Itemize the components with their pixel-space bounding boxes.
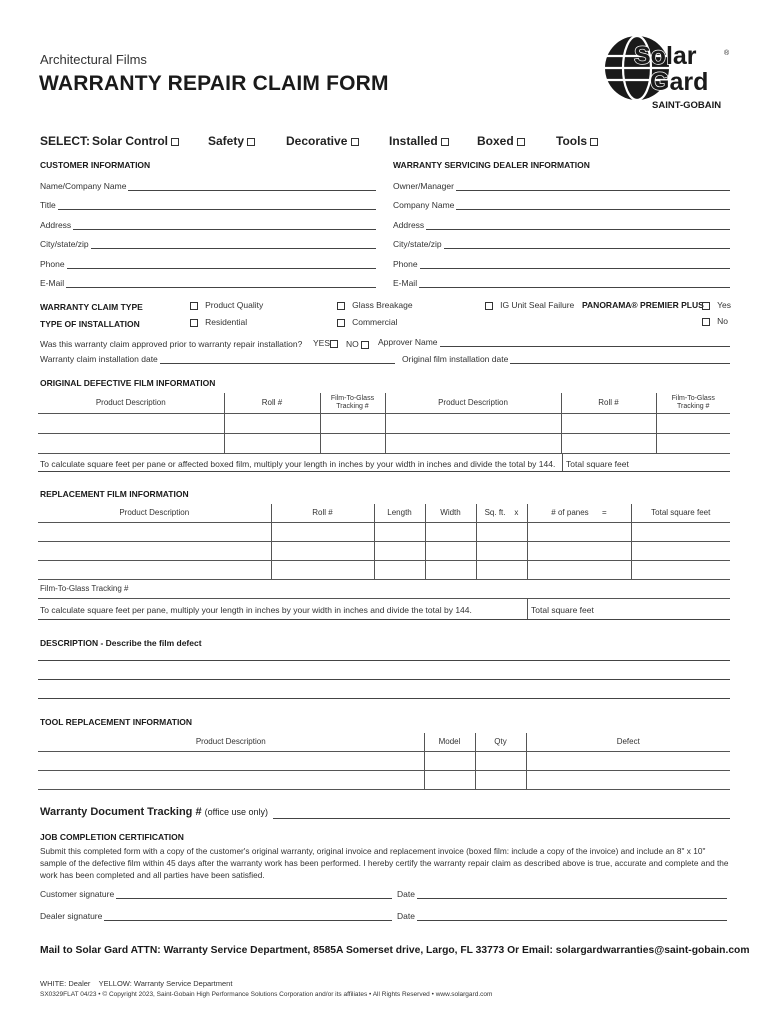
col-length: Length [374,504,425,522]
install-type-label: TYPE OF INSTALLATION [40,319,140,329]
customer-date-field[interactable]: Date [397,889,727,899]
install-commercial[interactable]: Commercial [337,317,397,327]
col-total-sqft: Total square feet [631,504,730,522]
select-boxed[interactable]: Boxed [477,134,525,148]
claim-date-field[interactable]: Warranty claim installation date [40,354,395,364]
checkbox-icon [361,341,369,349]
select-label: SELECT: [40,134,91,148]
customer-phone-field[interactable]: Phone [40,259,376,269]
checkbox-icon [337,319,345,327]
description-line[interactable] [38,660,730,661]
select-decorative[interactable]: Decorative [286,134,359,148]
divider [38,471,730,472]
table-row[interactable] [38,541,730,560]
dealer-company-field[interactable]: Company Name [393,200,730,210]
original-film-table [38,393,730,454]
replacement-total-label: Total square feet [531,605,594,615]
dealer-city-field[interactable]: City/state/zip [393,239,730,249]
col-product-description-2: Product Description [385,393,561,413]
table-row[interactable] [38,413,730,433]
panorama-yes[interactable]: Yes [702,300,731,310]
col-product-description: Product Description [38,504,271,522]
replacement-calc-note: To calculate square feet per pane, multiply your length in inches by your width in inches and divide the total by 144. [40,605,472,615]
replacement-film-table [38,504,730,599]
tool-heading: TOOL REPLACEMENT INFORMATION [40,717,193,727]
copies-note: WHITE: Dealer YELLOW: Warranty Service Department [40,979,233,988]
col-roll: Roll # [271,504,374,522]
original-film-heading: ORIGINAL DEFECTIVE FILM INFORMATION [40,378,216,388]
select-tools[interactable]: Tools [556,134,598,148]
panorama-label: PANORAMA® PREMIER PLUS [582,300,704,310]
dealer-email-field[interactable]: E-Mail [393,278,730,288]
globe-logo-icon [604,34,734,110]
col-model: Model [424,733,475,751]
table-row[interactable] [38,433,730,453]
dealer-heading: WARRANTY SERVICING DEALER INFORMATION [393,160,590,170]
select-solar-control[interactable]: Solar Control [92,134,179,148]
claim-type-label: WARRANTY CLAIM TYPE [40,302,143,312]
description-line[interactable] [38,679,730,680]
certification-text: Submit this completed form with a copy of the customer's original warranty, original invoice and replacement invoice (boxed film: include a copy of the invoice) and include an 8" x 10" sample of the defective film within 45 days after the warranty work has been performed. I hereby certify the warranty repair claim as described above is true, accurate and complete and the work has been completed and all parties have been satisfied. [40,846,729,880]
col-panes: # of panes = [527,504,631,522]
customer-name-field[interactable]: Name/Company Name [40,181,376,191]
customer-city-field[interactable]: City/state/zip [40,239,376,249]
panorama-no[interactable]: No [702,316,728,326]
claim-product-quality[interactable]: Product Quality [190,300,263,310]
replacement-heading: REPLACEMENT FILM INFORMATION [40,489,189,499]
tracking-field[interactable] [273,818,730,819]
tracking-field[interactable]: Film-To-Glass Tracking # [38,579,730,598]
customer-title-field[interactable]: Title [40,200,376,210]
logo-saint-gobain: SAINT-GOBAIN [652,100,722,111]
table-row[interactable] [38,770,730,789]
table-row[interactable] [38,751,730,770]
approval-question: Was this warranty claim approved prior to warranty repair installation? [40,339,303,349]
certification-heading: JOB COMPLETION CERTIFICATION [40,832,184,842]
checkbox-icon [702,302,710,310]
col-qty: Qty [475,733,526,751]
table-row[interactable] [38,560,730,579]
checkbox-icon [441,138,449,146]
col-roll-2: Roll # [561,393,656,413]
checkbox-icon [190,302,198,310]
checkbox-icon [702,318,710,326]
claim-glass-breakage[interactable]: Glass Breakage [337,300,413,310]
checkbox-icon [485,302,493,310]
select-installed[interactable]: Installed [389,134,449,148]
subtitle: Architectural Films [40,52,147,67]
registered-mark: ® [724,50,730,57]
divider [38,619,730,620]
col-tracking: Film-To-Glass Tracking # [320,393,385,413]
customer-heading: CUSTOMER INFORMATION [40,160,151,170]
customer-email-field[interactable]: E-Mail [40,278,376,288]
install-residential[interactable]: Residential [190,317,247,327]
approval-no[interactable]: NO [346,339,369,349]
checkbox-icon [351,138,359,146]
col-product-description: Product Description [38,733,424,751]
col-product-description: Product Description [38,393,224,413]
checkbox-icon [171,138,179,146]
logo-word-bottom: Gard [650,68,709,96]
logo-word-top: Solar [634,42,697,70]
divider [562,454,563,472]
divider [527,598,528,620]
dealer-signature-field[interactable]: Dealer signature [40,911,392,921]
dealer-date-field[interactable]: Date [397,911,727,921]
solar-gard-logo [604,34,734,110]
dealer-phone-field[interactable]: Phone [393,259,730,269]
select-safety[interactable]: Safety [208,134,255,148]
document-tracking: Warranty Document Tracking # (office use only) [40,806,269,818]
checkbox-icon [247,138,255,146]
approver-name-field[interactable]: Approver Name [378,337,730,347]
tool-table [38,733,730,790]
col-width: Width [425,504,476,522]
form-title: WARRANTY REPAIR CLAIM FORM [39,72,389,95]
legal-footer: SX0329FLAT 04/23 • © Copyright 2023, Saint-Gobain High Performance Solutions Corporation and/or its affiliates • All Rights Reserved • www.solargard.com [40,991,493,998]
checkbox-icon [590,138,598,146]
original-total-label: Total square feet [566,459,629,469]
original-calc-note: To calculate square feet per pane or affected boxed film, multiply your length in inches by your width in inches and divide the total by 144. [40,459,556,469]
col-defect: Defect [526,733,730,751]
description-heading: DESCRIPTION - Describe the film defect [40,638,202,648]
col-roll: Roll # [224,393,320,413]
checkbox-icon [330,340,338,348]
table-row[interactable] [38,522,730,541]
checkbox-icon [517,138,525,146]
original-date-field[interactable]: Original film installation date [402,354,730,364]
dealer-address-field[interactable]: Address [393,220,730,230]
col-tracking-2: Film-To-Glass Tracking # [656,393,730,413]
dealer-owner-field[interactable]: Owner/Manager [393,181,730,191]
customer-signature-field[interactable]: Customer signature [40,889,392,899]
checkbox-icon [337,302,345,310]
mail-instructions: Mail to Solar Gard ATTN: Warranty Service Department, 8585A Somerset drive, Largo, FL 33773 Or Email: solargardwarranties@saint-gobain.com [40,945,750,956]
col-sqft: Sq. ft. x [476,504,527,522]
approval-yes[interactable]: YES [313,338,338,348]
checkbox-icon [190,319,198,327]
description-line[interactable] [38,698,730,699]
claim-ig-unit[interactable]: IG Unit Seal Failure [485,300,574,310]
customer-address-field[interactable]: Address [40,220,376,230]
